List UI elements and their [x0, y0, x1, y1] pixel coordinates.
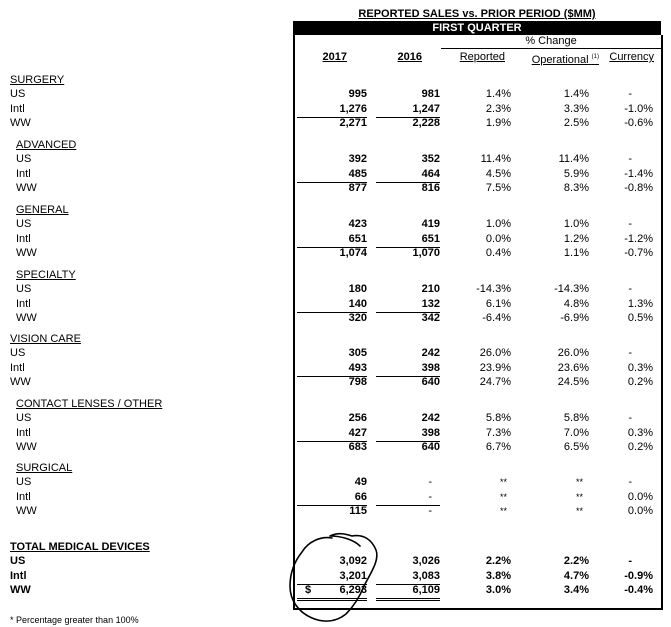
value-reported: 7.3%: [485, 427, 511, 439]
value-reported: 4.5%: [485, 168, 511, 180]
value-reported: **: [499, 506, 507, 516]
value-2016: 640: [421, 376, 440, 388]
value-reported: 1.0%: [485, 218, 511, 230]
section-heading: ADVANCED: [16, 139, 77, 151]
row-label: Intl: [16, 427, 31, 439]
value-reported: 11.4%: [480, 153, 511, 165]
value-2016: 981: [421, 88, 440, 100]
value-currency: 0.2%: [627, 376, 653, 388]
value-2016: 464: [421, 168, 440, 180]
col-header-reported: Reported: [459, 51, 505, 63]
value-operational: 1.0%: [563, 218, 589, 230]
value-2017: 3,092: [339, 555, 367, 567]
value-currency: 1.3%: [627, 298, 653, 310]
value-currency: -: [628, 218, 632, 230]
value-operational: **: [575, 506, 583, 516]
row-label: Intl: [16, 168, 31, 180]
value-operational: -14.3%: [554, 283, 589, 295]
value-2017: 877: [348, 182, 367, 194]
circle-stroke: [290, 534, 377, 621]
row-label: US: [16, 476, 32, 488]
value-2017: 392: [348, 153, 367, 165]
value-currency: 0.5%: [627, 312, 653, 324]
pct-change-divider: [441, 48, 661, 49]
value-2016: 352: [421, 153, 440, 165]
value-reported: 2.3%: [485, 103, 511, 115]
section-heading: SPECIALTY: [16, 269, 76, 281]
value-2016: 3,083: [412, 570, 440, 582]
row-label: Intl: [10, 570, 27, 582]
value-operational: 24.5%: [557, 376, 589, 388]
report-title: REPORTED SALES vs. PRIOR PERIOD ($MM): [358, 8, 596, 20]
value-reported: 23.9%: [479, 362, 511, 374]
value-2016: 398: [421, 427, 440, 439]
section-heading: SURGICAL: [16, 462, 73, 474]
value-operational: 11.4%: [558, 153, 589, 165]
value-currency: -1.4%: [624, 168, 653, 180]
value-reported: **: [499, 477, 507, 487]
value-currency: 0.0%: [627, 505, 653, 517]
value-2017: 995: [348, 88, 367, 100]
value-2016: 651: [421, 233, 440, 245]
value-2016: 6,109: [412, 584, 440, 596]
section-heading: VISION CARE: [10, 333, 81, 345]
value-2017: 256: [348, 412, 367, 424]
value-2017: 6,293: [339, 584, 367, 596]
value-operational: -6.9%: [560, 312, 589, 324]
value-currency: -: [628, 153, 632, 165]
value-operational: 1.2%: [563, 233, 589, 245]
value-currency: -: [628, 88, 632, 100]
value-2016: 640: [421, 441, 440, 453]
col-header-2016: 2016: [397, 51, 422, 63]
value-reported: **: [499, 492, 507, 502]
value-operational: 2.5%: [563, 117, 589, 129]
pct-change-header: % Change: [525, 35, 577, 47]
value-2017: 651: [348, 233, 367, 245]
value-currency: 0.0%: [627, 491, 653, 503]
value-2017: 140: [348, 298, 367, 310]
section-heading: GENERAL: [16, 204, 69, 216]
value-2017: 427: [348, 427, 367, 439]
value-currency: -0.9%: [624, 570, 653, 582]
value-reported: 5.8%: [485, 412, 511, 424]
footnote-marker: (1): [591, 54, 599, 60]
value-operational: 4.8%: [563, 298, 589, 310]
value-2017: 49: [354, 476, 367, 488]
value-2016: 132: [421, 298, 440, 310]
value-2016: -: [428, 491, 432, 503]
value-2016: 816: [421, 182, 440, 194]
value-currency: -0.8%: [624, 182, 653, 194]
value-operational: 7.0%: [563, 427, 589, 439]
row-label: Intl: [16, 298, 31, 310]
value-2017: 320: [348, 312, 367, 324]
value-reported: -14.3%: [476, 283, 511, 295]
value-operational: 5.9%: [563, 168, 589, 180]
value-currency: -: [628, 347, 632, 359]
value-reported: 2.2%: [485, 555, 511, 567]
value-2017: 180: [348, 283, 367, 295]
value-reported: 0.4%: [485, 247, 511, 259]
row-label: Intl: [10, 103, 25, 115]
value-2016: 2,228: [412, 117, 440, 129]
value-operational: **: [575, 477, 583, 487]
row-label: WW: [16, 441, 37, 453]
section-heading: CONTACT LENSES / OTHER: [16, 398, 163, 410]
row-label: WW: [10, 376, 31, 388]
value-currency: -: [628, 412, 632, 424]
value-2016: 242: [421, 347, 440, 359]
total-heading: TOTAL MEDICAL DEVICES: [10, 541, 150, 553]
value-operational: 2.2%: [563, 555, 589, 567]
value-reported: 0.0%: [485, 233, 511, 245]
value-2016: 342: [421, 312, 440, 324]
row-label: WW: [10, 584, 31, 596]
row-label: Intl: [16, 233, 31, 245]
row-label: US: [10, 347, 26, 359]
value-2016: -: [428, 476, 432, 488]
section-heading: SURGERY: [10, 74, 65, 86]
value-2017: 115: [349, 505, 367, 517]
value-currency: -1.0%: [624, 103, 653, 115]
value-reported: 7.5%: [485, 182, 511, 194]
row-label: US: [16, 412, 32, 424]
col-header-operational: [520, 51, 599, 67]
value-currency: 0.3%: [627, 427, 653, 439]
value-2017: 683: [348, 441, 367, 453]
value-currency: -: [628, 555, 632, 567]
row-label: WW: [16, 247, 37, 259]
value-reported: 1.4%: [485, 88, 511, 100]
value-currency: 0.3%: [627, 362, 653, 374]
value-currency: -: [628, 476, 632, 488]
value-2017: 1,074: [339, 247, 367, 259]
value-currency: -1.2%: [624, 233, 653, 245]
value-currency: 0.2%: [627, 441, 653, 453]
row-label: US: [10, 555, 26, 567]
value-2017: 798: [348, 376, 367, 388]
value-reported: 6.1%: [485, 298, 511, 310]
value-reported: 24.7%: [479, 376, 511, 388]
value-2016: -: [428, 505, 432, 517]
value-2017: 423: [348, 218, 367, 230]
value-operational: 26.0%: [557, 347, 589, 359]
col-header-2017: 2017: [322, 51, 347, 63]
value-2016: 398: [421, 362, 440, 374]
value-reported: 3.0%: [485, 584, 511, 596]
value-reported: 26.0%: [479, 347, 511, 359]
value-currency: -: [628, 283, 632, 295]
value-2017: 485: [348, 168, 367, 180]
value-reported: 6.7%: [485, 441, 511, 453]
row-label: WW: [16, 182, 37, 194]
value-2017: 2,271: [339, 117, 367, 129]
row-label: US: [10, 88, 26, 100]
value-currency: -0.6%: [624, 117, 653, 129]
period-header-bar: FIRST QUARTER: [293, 21, 661, 35]
row-label: US: [16, 218, 32, 230]
currency-symbol: $: [305, 584, 312, 596]
value-2017: 3,201: [339, 570, 367, 582]
row-label: WW: [10, 117, 31, 129]
footnote-clipped: * Percentage greater than 100%: [10, 615, 139, 625]
row-label: US: [16, 283, 32, 295]
value-2016: 1,247: [412, 103, 440, 115]
value-2017: 1,276: [339, 103, 367, 115]
row-label: WW: [16, 312, 37, 324]
value-currency: -0.4%: [624, 584, 653, 596]
value-operational: 5.8%: [563, 412, 589, 424]
value-2016: 1,070: [412, 247, 440, 259]
value-reported: 1.9%: [485, 117, 511, 129]
value-operational: **: [575, 492, 583, 502]
value-2016: 210: [421, 283, 440, 295]
row-label: Intl: [16, 491, 31, 503]
hand-drawn-circle-annotation: [280, 530, 400, 624]
value-operational: 1.4%: [563, 88, 589, 100]
value-operational: 1.1%: [563, 247, 589, 259]
value-2016: 242: [421, 412, 440, 424]
row-label: Intl: [10, 362, 25, 374]
value-reported: 3.8%: [485, 570, 511, 582]
value-operational: 8.3%: [563, 182, 589, 194]
row-label: WW: [16, 505, 37, 517]
operational-label: Operational: [531, 54, 589, 66]
value-operational: 6.5%: [563, 441, 589, 453]
value-2017: 66: [354, 491, 367, 503]
value-operational: 23.6%: [557, 362, 589, 374]
value-2016: 419: [421, 218, 440, 230]
value-2017: 305: [348, 347, 367, 359]
row-label: US: [16, 153, 32, 165]
value-reported: -6.4%: [482, 312, 511, 324]
value-operational: 3.4%: [563, 584, 589, 596]
value-2016: 3,026: [412, 555, 440, 567]
value-currency: -0.7%: [624, 247, 653, 259]
value-operational: 3.3%: [563, 103, 589, 115]
value-operational: 4.7%: [563, 570, 589, 582]
col-header-currency: Currency: [609, 51, 654, 63]
value-2017: 493: [348, 362, 367, 374]
